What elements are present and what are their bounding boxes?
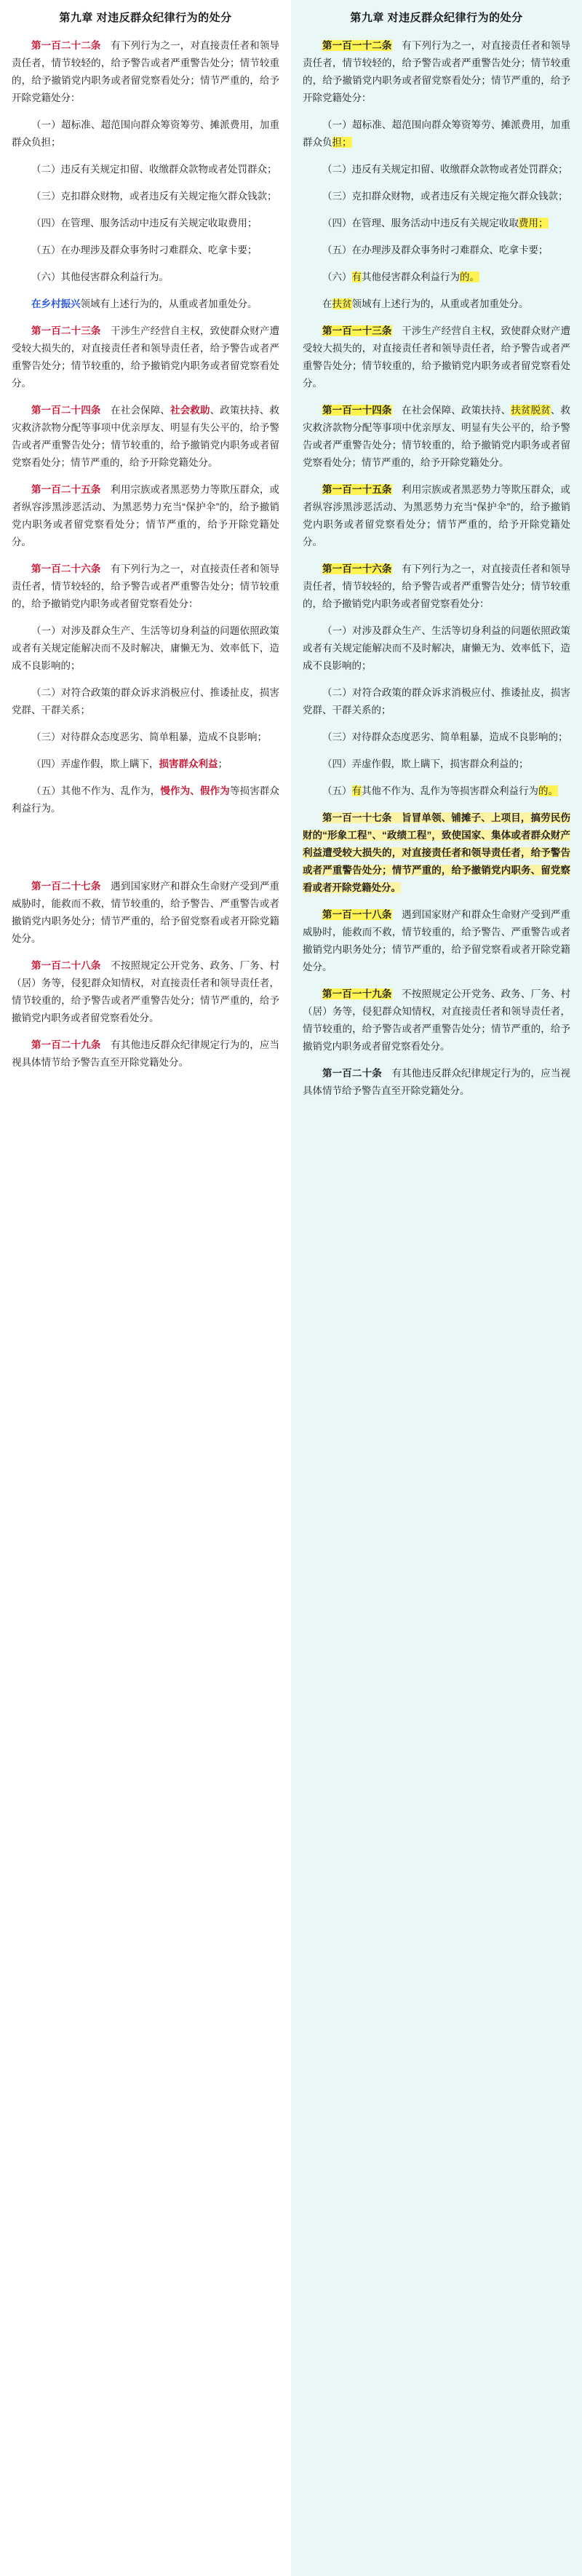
document-paragraph bbox=[303, 322, 570, 392]
document-paragraph bbox=[12, 878, 279, 948]
body-text: （四）弄虚作假，欺上瞒下，损害群众利益的； bbox=[322, 758, 529, 770]
body-text: （五）在办理涉及群众事务时刁难群众、吃拿卡要； bbox=[31, 244, 258, 255]
article-number: 第一百一十八条 bbox=[322, 909, 392, 921]
article-number: 第一百二十五条 bbox=[31, 483, 101, 495]
highlighted-text: 费用； bbox=[519, 217, 549, 229]
article-number: 第一百二十条 bbox=[322, 1068, 382, 1079]
emphasis-text-red: 损害群众利益 bbox=[159, 758, 218, 770]
column-right-old-version bbox=[291, 0, 582, 2576]
document-paragraph bbox=[303, 1065, 570, 1100]
document-paragraph bbox=[12, 116, 279, 151]
document-paragraph bbox=[303, 622, 570, 675]
article-number: 第一百二十三条 bbox=[31, 325, 101, 336]
body-text: 其他侵害群众利益行为 bbox=[362, 271, 460, 282]
body-text: 有其他违反群众纪律规定行为的，应当视具体情节给予警告直至开除党籍处分。 bbox=[12, 1039, 280, 1069]
document-paragraph bbox=[303, 986, 570, 1055]
paragraph-list-right bbox=[303, 37, 570, 1101]
body-text: （五）其他不作为、乱作为， bbox=[31, 785, 161, 797]
body-text: （六） bbox=[322, 271, 352, 282]
document-paragraph bbox=[12, 1037, 279, 1071]
document-paragraph bbox=[12, 782, 279, 817]
body-text: （二）对符合政策的群众诉求消极应付、推诿扯皮，损害党群、干群关系的； bbox=[303, 686, 570, 716]
body-text: ； bbox=[218, 758, 228, 770]
body-text: 、政策扶持、救灾救济款物分配等事项中优亲厚友、明显有失公平的，给予警告或者严重警告处分；情节较重的，给予撤销党内职务或者留党察看处分；情节严重的，给予开除党籍处分。 bbox=[12, 404, 280, 468]
document-paragraph bbox=[12, 560, 279, 613]
document-paragraph bbox=[303, 269, 570, 286]
document-paragraph bbox=[303, 906, 570, 976]
article-number: 第一百一十二条 bbox=[322, 39, 392, 51]
body-text: 遇到国家财产和群众生命财产受到严重威胁时，能救而不救，情节较重的，给予警告、严重警告或者撤销党内职务处分；情节严重的，给予留党察看或者开除党籍处分。 bbox=[12, 881, 280, 945]
page-title-right: 第九章 对违反群众纪律行为的处分 bbox=[350, 12, 523, 24]
body-text: 遇到国家财产和群众生命财产受到严重威胁时，能救而不救，情节较重的，给予警告、严重警告或者撤销党内职务处分；情节严重的，给予留党察看或者开除党籍处分。 bbox=[303, 909, 571, 973]
body-text: 其他不作为、乱作为等损害群众利益行为 bbox=[362, 785, 538, 797]
article-number: 第一百一十九条 bbox=[322, 988, 392, 1000]
document-paragraph bbox=[303, 729, 570, 746]
highlighted-text: 的。 bbox=[460, 271, 479, 282]
document-paragraph bbox=[12, 957, 279, 1027]
document-paragraph bbox=[12, 188, 279, 205]
highlighted-text: 有 bbox=[351, 271, 362, 282]
body-text: 有其他违反群众纪律规定行为的，应当视具体情节给予警告直至开除党籍处分。 bbox=[303, 1068, 570, 1097]
highlighted-text: 扶贫脱贫 bbox=[511, 404, 551, 416]
document-paragraph bbox=[303, 161, 570, 178]
body-text: （五） bbox=[322, 785, 352, 797]
document-paragraph bbox=[303, 756, 570, 773]
document-paragraph bbox=[12, 756, 279, 773]
body-text: 利用宗族或者黑恶势力等欺压群众，或者纵容涉黑涉恶活动、为黑恶势力充当“保护伞”的，给予撤销党内职务或者留党察看处分；情节严重的，给予开除党籍处分。 bbox=[12, 483, 280, 547]
body-text: 不按照规定公开党务、政务、厂务、村（居）务等，侵犯群众知情权，对直接责任者和领导责任者，情节较重的，给予警告或者严重警告处分；情节严重的，给予撤销党内职务或者留党察看处分。 bbox=[12, 960, 280, 1024]
document-paragraph bbox=[12, 161, 279, 178]
body-text: 、救灾救济款物分配等事项中优亲厚友、明显有失公平的，给予警告或者严重警告处分；情节较重的，给予撤销党内职务或者留党察看处分；情节严重的，给予开除党籍处分。 bbox=[303, 404, 571, 468]
body-text: （三）对待群众态度恶劣、简单粗暴，造成不良影响的； bbox=[322, 732, 568, 742]
body-text: 领域有上述行为的，从重或者加重处分。 bbox=[351, 298, 529, 309]
body-text: 在社会保障、政策扶持、 bbox=[391, 404, 511, 416]
body-text: 有下列行为之一，对直接责任者和领导责任者，情节较轻的，给予警告或者严重警告处分；情节较重的，给予撤销党内职务或者留党察看处分： bbox=[12, 563, 280, 609]
body-text: 有下列行为之一，对直接责任者和领导责任者，情节较轻的，给予警告或者严重警告处分；情节较重的，给予撤销党内职务或者留党察看处分；情节严重的，给予开除党籍处分： bbox=[12, 39, 280, 103]
article-number: 第一百一十六条 bbox=[322, 563, 392, 574]
body-text: （三）克扣群众财物，或者违反有关规定拖欠群众钱款； bbox=[322, 190, 568, 202]
article-number: 第一百一十五条 bbox=[322, 483, 392, 495]
emphasis-text-red: 社会救助 bbox=[170, 404, 210, 416]
article-number: 第一百二十八条 bbox=[31, 960, 101, 972]
body-text: （四）在管理、服务活动中违反有关规定收取费用； bbox=[31, 217, 258, 229]
body-text: 有下列行为之一，对直接责任者和领导责任者，情节较轻的，给予警告或者严重警告处分；情节较重的，给予撤销党内职务或者留党察看处分；情节严重的，给予开除党籍处分： bbox=[303, 39, 571, 103]
document-paragraph bbox=[303, 809, 570, 897]
article-number: 第一百二十二条 bbox=[31, 39, 101, 51]
document-paragraph bbox=[303, 242, 570, 259]
document-paragraph bbox=[303, 481, 570, 551]
body-text: 干涉生产经营自主权，致使群众财产遭受较大损失的，对直接责任者和领导责任者，给予警告或者严重警告处分；情节较重的，给予撤销党内职务或者留党察看处分。 bbox=[303, 325, 571, 389]
highlighted-text: 的。 bbox=[538, 785, 558, 797]
emphasis-text-blue: 在乡村振兴 bbox=[31, 298, 81, 309]
document-paragraph bbox=[303, 296, 570, 313]
document-paragraph bbox=[12, 622, 279, 675]
body-text: （四）在管理、服务活动中违反有关规定收取 bbox=[322, 217, 519, 229]
body-text: （三）对待群众态度恶劣、简单粗暴，造成不良影响； bbox=[31, 732, 267, 742]
document-paragraph bbox=[12, 481, 279, 551]
body-text: 有下列行为之一，对直接责任者和领导责任者，情节较轻的，给予警告或者严重警告处分；情节较重的，给予撤销党内职务或者留党察看处分： bbox=[303, 563, 571, 609]
paragraph-list-left bbox=[12, 37, 279, 1072]
body-text: （三）克扣群众财物，或者违反有关规定拖欠群众钱款； bbox=[31, 190, 277, 202]
vertical-spacer bbox=[12, 827, 279, 878]
body-text: （二）违反有关规定扣留、收缴群众款物或者处罚群众； bbox=[322, 163, 568, 175]
document-paragraph bbox=[12, 684, 279, 719]
emphasis-text-red: 慢作为、假作为 bbox=[160, 785, 230, 797]
document-paragraph bbox=[12, 37, 279, 107]
document-paragraph bbox=[303, 402, 570, 472]
body-text: 在社会保障、 bbox=[100, 404, 171, 416]
document-paragraph bbox=[12, 242, 279, 259]
body-text: （一）对涉及群众生产、生活等切身利益的问题依照政策或者有关规定能解决而不及时解决，庸懒无为、效率低下，造成不良影响的； bbox=[303, 625, 570, 671]
page-title-left: 第九章 对违反群众纪律行为的处分 bbox=[59, 12, 232, 24]
article-number: 第一百二十七条 bbox=[31, 881, 101, 892]
document-paragraph bbox=[303, 116, 570, 151]
document-paragraph bbox=[12, 215, 279, 232]
body-text: （五）在办理涉及群众事务时刁难群众、吃拿卡要； bbox=[322, 244, 549, 255]
document-paragraph bbox=[12, 296, 279, 313]
document-paragraph bbox=[303, 782, 570, 800]
document-paragraph bbox=[12, 729, 279, 746]
article-number: 第一百一十三条 bbox=[322, 325, 392, 336]
body-text: （一）超标准、超范围向群众筹资筹劳、摊派费用，加重群众负 bbox=[303, 119, 570, 148]
highlighted-article-block: 第一百一十七条 旨冒单领、铺摊子、上项目，搞劳民伤财的“形象工程”、“政绩工程”，致使国家、集体或者群众财产利益遭受较大损失的，对直接责任者和领导责任者，给予警告或者严重警告处分；情节严重的，给予撤销党内职务、留党察看或者开除党籍处分。 bbox=[303, 812, 570, 894]
article-number: 第一百二十九条 bbox=[31, 1039, 101, 1051]
body-text: （一）超标准、超范围向群众筹资筹劳、摊派费用，加重群众负担； bbox=[12, 119, 279, 148]
highlighted-text: 有 bbox=[351, 785, 362, 797]
article-number: 第一百二十六条 bbox=[31, 563, 101, 574]
body-text: （二）对符合政策的群众诉求消极应付、推诿扯皮，损害党群、干群关系； bbox=[12, 686, 279, 716]
body-text: 在 bbox=[322, 298, 332, 309]
body-text: 领域有上述行为的，从重或者加重处分。 bbox=[80, 298, 258, 309]
body-text: （一）对涉及群众生产、生活等切身利益的问题依照政策或者有关规定能解决而不及时解决，庸懒无为、效率低下，造成不良影响的； bbox=[12, 625, 279, 671]
body-text: （四）弄虚作假，欺上瞒下， bbox=[31, 758, 159, 770]
body-text: 不按照规定公开党务、政务、厂务、村（居）务等，侵犯群众知情权，对直接责任者和领导责任者，情节较重的，给予警告或者严重警告处分；情节严重的，给予撤销党内职务或者留党察看处分。 bbox=[303, 988, 571, 1053]
body-text: 等损害群众利益行为。 bbox=[12, 785, 280, 815]
highlighted-text: 扶贫 bbox=[332, 298, 352, 309]
document-paragraph bbox=[303, 215, 570, 232]
document-paragraph bbox=[12, 322, 279, 392]
body-text: （二）违反有关规定扣留、收缴群众款物或者处罚群众； bbox=[31, 163, 277, 175]
highlighted-text: 担； bbox=[332, 136, 352, 148]
document-paragraph bbox=[12, 269, 279, 286]
document-paragraph bbox=[303, 684, 570, 719]
document-paragraph bbox=[303, 188, 570, 205]
document-paragraph bbox=[303, 37, 570, 107]
body-text: 利用宗族或者黑恶势力等欺压群众，或者纵容涉黑涉恶活动、为黑恶势力充当“保护伞”的，给予撤销党内职务或者留党察看处分；情节严重的，给予开除党籍处分。 bbox=[303, 483, 571, 547]
document-paragraph bbox=[12, 402, 279, 472]
article-number: 第一百一十四条 bbox=[322, 404, 392, 416]
body-text: 干涉生产经营自主权，致使群众财产遭受较大损失的，对直接责任者和领导责任者，给予警告或者严重警告处分；情节较重的，给予撤销党内职务或者留党察看处分。 bbox=[12, 325, 280, 389]
body-text: （六）其他侵害群众利益行为。 bbox=[31, 271, 169, 282]
document-paragraph bbox=[303, 560, 570, 613]
article-number: 第一百二十四条 bbox=[31, 404, 101, 416]
